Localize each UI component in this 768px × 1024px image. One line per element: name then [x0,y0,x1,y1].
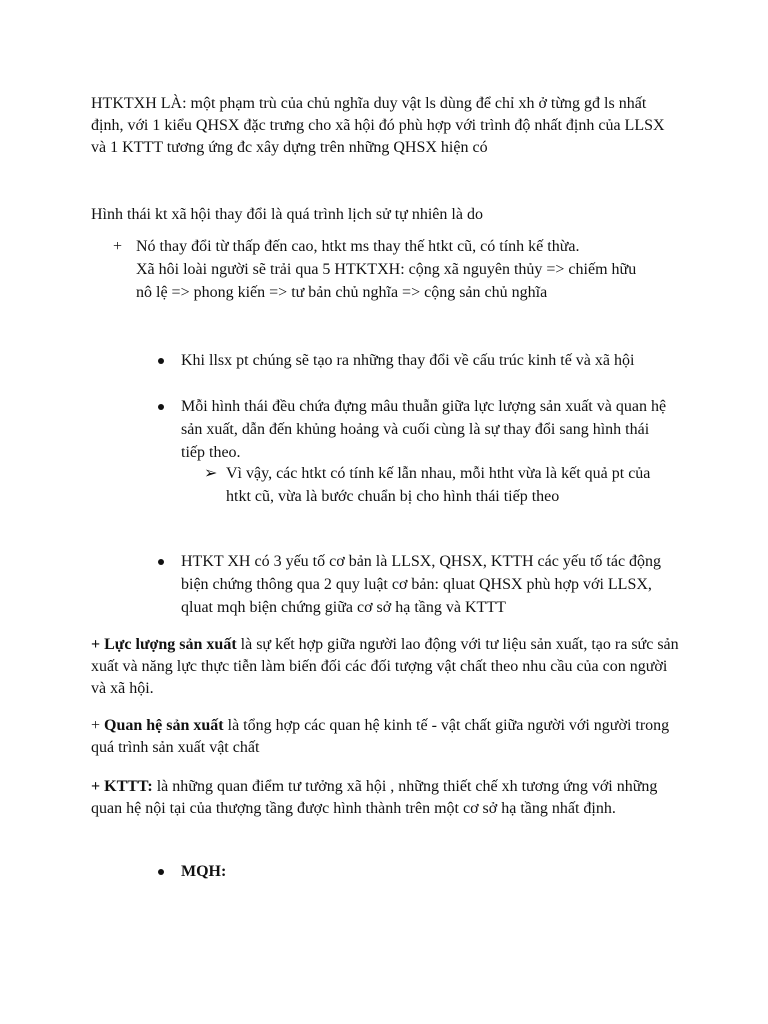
qhsx-prefix: + [91,717,105,734]
transition-heading: Hình thái kt xã hội thay đổi là quá trình lịch sử tự nhiên là do [91,206,483,223]
bullet-item-text: Khi llsx pt chúng sẽ tạo ra những thay đổi về cấu trúc kinh tế và xã hội [181,352,635,369]
arrow-item-text: Vì vậy, các htkt có tính kế lẫn nhau, mỗi htht vừa là kết quả pt của htkt cũ, vừa là bước chuẩn bị cho hình thái tiếp theo [226,465,651,505]
bullet-item-text: Mỗi hình thái đều chứa đựng mâu thuẫn giữa lực lượng sản xuất và quan hệ sản xuất, dẫn đến khủng hoảng và cuối cùng là sự thay đổi sang hình thái tiếp theo. [181,398,667,461]
qhsx-term: Quan hệ sản xuất [104,717,224,734]
arrow-bullet-icon: ➢ [204,465,218,482]
definition-paragraph: HTKTXH LÀ: một phạm trù của chủ nghĩa duy vật ls dùng để chỉ xh ở từng gđ ls nhất định, với 1 kiểu QHSX đặc trưng cho xã hội đó phù hợp với trình độ nhất định của LLSX và 1 KTTT tương ứng đc xây dựng trên những QHSX hiện có [91,95,665,156]
llsx-text: là sự kết hợp giữa người lao động với tư liệu sản xuất, tạo ra sức sản xuất và năng lực thực tiễn làm biến đối các đối tượng vật chất theo nhu cầu của con người và xã hội. [91,636,679,697]
plus-item-line1: Nó thay đổi từ thấp đến cao, htkt ms thay thế htkt cũ, có tính kế thừa. [136,238,580,255]
qhsx-paragraph [91,715,683,759]
plus-item-line2: Xã hôi loài người sẽ trải qua 5 HTKTXH: cộng xã nguyên thủy => chiếm hữu nô lệ => phong kiến => tư bản chủ nghĩa => cộng sản chủ nghĩa [136,261,637,301]
plus-marker: + [113,238,123,255]
kttt-paragraph [91,776,683,820]
bullet-icon [158,869,164,875]
plus-item-text [136,235,656,304]
qhsx-text: là tổng hợp các quan hệ kinh tế - vật chất giữa người với người trong quá trình sản xuất vật chất [91,717,670,756]
mqh-label: MQH: [181,863,227,880]
bullet-icon [158,358,164,364]
kttt-term: + KTTT: [91,778,153,795]
bullet-icon [158,404,164,410]
llsx-paragraph [91,634,683,700]
bullet-item-text: HTKT XH có 3 yếu tố cơ bản là LLSX, QHSX, KTTH các yếu tố tác động biện chứng thông qua 2 quy luật cơ bản: qluat QHSX phù hợp với LLSX, qluat mqh biện chứng giữa cơ sở hạ tầng và KTTT [181,553,662,616]
kttt-text: là những quan điểm tư tưởng xã hội , những thiết chế xh tương ứng với những quan hệ nội tại của thượng tầng được hình thành trên một cơ sở hạ tầng nhất định. [91,778,658,817]
llsx-term: + Lực lượng sản xuất [91,636,237,653]
bullet-icon [158,559,164,565]
